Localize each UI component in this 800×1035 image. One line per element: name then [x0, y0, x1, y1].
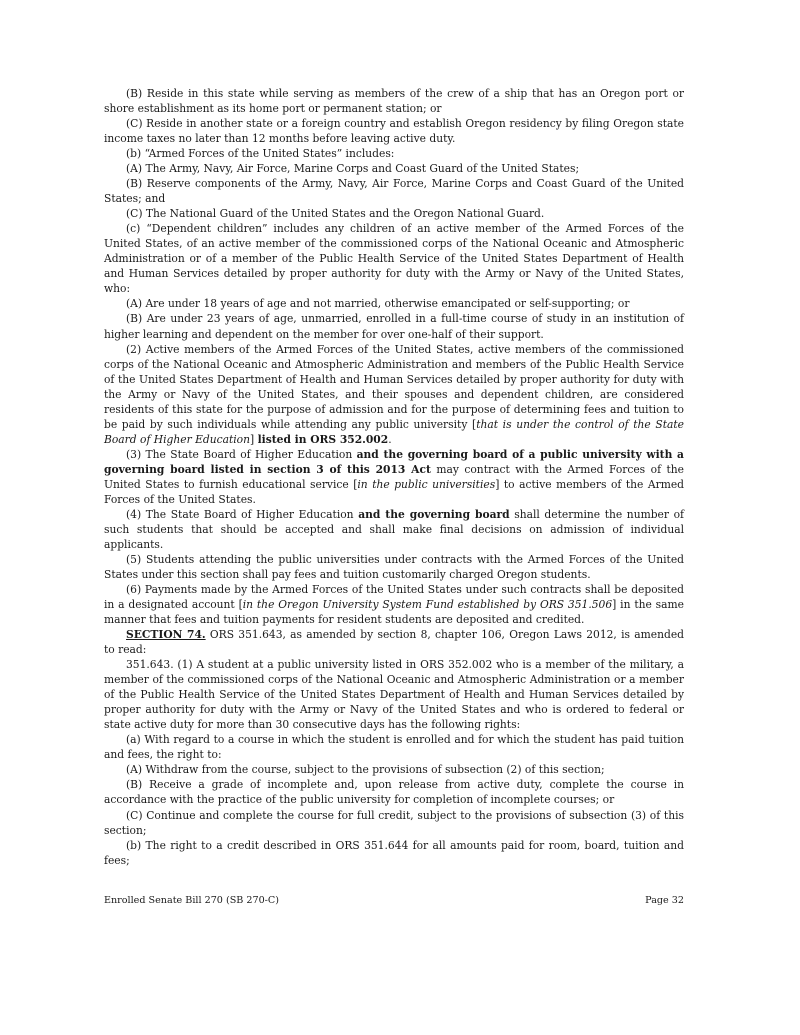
bold-text-run: and the governing board: [358, 507, 510, 521]
text-run: (a) With regard to a course in which the student is enrolled and for which the student has paid tuition and fees, the right to:: [104, 733, 684, 762]
text-run: ORS 351.643, as amended by section 8, chapter 106, Oregon Laws 2012, is amended to read:: [104, 628, 684, 657]
text-run: (C) Reside in another state or a foreign country and establish Oregon residency by filing Oregon state income taxes no later than 12 months before leaving active duty.: [104, 117, 684, 146]
paragraph: [104, 762, 684, 777]
text-run: (B) Receive a grade of incomplete and, upon release from active duty, complete the course in accordance with the practice of the public university for completion of incomplete courses; or: [104, 778, 684, 807]
text-run: ]: [250, 432, 258, 446]
paragraph: [104, 296, 684, 311]
paragraph: [104, 447, 684, 507]
italic-text-run: in the public universities: [357, 477, 496, 491]
text-run: shall determine the number of such students that should be accepted and shall make final decisions on admission of individual applicants.: [104, 507, 684, 551]
paragraph: [104, 657, 684, 732]
text-run: (C) The National Guard of the United States and the Oregon National Guard.: [126, 207, 545, 221]
paragraph: [104, 221, 684, 296]
text-run: may contract with the Armed Forces of the United States to furnish educational service [: [104, 462, 684, 491]
text-run: (c) “Dependent children” includes any children of an active member of the Armed Forces of the United States, of an active member of the commissioned corps of the National Oceanic and Atmospheric Administration or of a member of the Public Health Service of the United States Department of Health and Human Services detailed by proper authority for duty with the Army or Navy of the United States, who:: [104, 222, 684, 296]
text-run: (2) Active members of the Armed Forces of the United States, active members of the commissioned corps of the National Oceanic and Atmospheric Administration and members of the Public Health Service of the United States Department of Health and Human Services detailed by proper authority for duty with the Army or Navy of the United States, and their spouses and dependent children, are considered residents of this state for the purpose of admission and for the purpose of determining fees and tuition to be paid by such individuals while attending any public university [: [104, 342, 684, 431]
text-run: (A) The Army, Navy, Air Force, Marine Corps and Coast Guard of the United States;: [126, 162, 580, 176]
bold-text-run: and the governing board of a public university with a governing board listed in section 3 of this 2013 Act: [104, 447, 684, 476]
footer-bill-title: Enrolled Senate Bill 270 (SB 270-C): [104, 895, 279, 906]
paragraph: [104, 627, 684, 657]
document-body: [104, 86, 684, 868]
text-run: .: [388, 432, 392, 446]
paragraph: [104, 86, 684, 116]
section-label: SECTION 74.: [126, 628, 206, 642]
paragraph: [104, 732, 684, 762]
text-run: 351.643. (1) A student at a public university listed in ORS 352.002 who is a member of the military, a member of the commissioned corps of the National Oceanic and Atmospheric Administration or a member of the Public Health Service of the United States Department of Health and Human Services detailed by proper authority for duty with the Army or Navy of the United States and who is ordered to federal or state active duty for more than 30 consecutive days has the following rights:: [104, 658, 684, 732]
paragraph: [104, 311, 684, 341]
text-run: (B) Reside in this state while serving as members of the crew of a ship that has an Oregon port or shore establishment as its home port or permanent station; or: [104, 87, 684, 116]
italic-text-run: that is under the control of the State Board of Higher Education: [104, 417, 684, 446]
text-run: (3) The State Board of Higher Education: [126, 447, 357, 461]
paragraph: [104, 552, 684, 582]
text-run: (b) The right to a credit described in ORS 351.644 for all amounts paid for room, board, tuition and fees;: [104, 838, 684, 867]
text-run: (4) The State Board of Higher Education: [126, 507, 359, 521]
paragraph: [104, 116, 684, 146]
text-run: (5) Students attending the public universities under contracts with the Armed Forces of the United States under this section shall pay fees and tuition customarily charged Oregon students.: [104, 552, 684, 581]
text-run: (b) “Armed Forces of the United States” includes:: [126, 147, 395, 161]
paragraph: [104, 507, 684, 552]
text-run: (A) Are under 18 years of age and not married, otherwise emancipated or self-supporting; or: [126, 297, 630, 311]
paragraph: [104, 838, 684, 868]
paragraph: [104, 342, 684, 447]
text-run: (B) Reserve components of the Army, Navy, Air Force, Marine Corps and Coast Guard of the United States; and: [104, 177, 684, 206]
italic-text-run: in the Oregon University System Fund established by ORS 351.506: [242, 598, 613, 612]
paragraph: [104, 146, 684, 161]
text-run: (C) Continue and complete the course for full credit, subject to the provisions of subsection (3) of this section;: [104, 808, 684, 837]
footer-page-number: Page 32: [645, 895, 684, 906]
text-run: ] to active members of the Armed Forces of the United States.: [104, 477, 684, 506]
text-run: (A) Withdraw from the course, subject to the provisions of subsection (2) of this section;: [126, 763, 605, 777]
paragraph: [104, 161, 684, 176]
text-run: (B) Are under 23 years of age, unmarried, enrolled in a full-time course of study in an institution of higher learning and dependent on the member for over one-half of their support.: [104, 312, 684, 341]
paragraph: [104, 808, 684, 838]
paragraph: [104, 777, 684, 807]
bold-text-run: listed in ORS 352.002: [257, 432, 389, 446]
paragraph: [104, 176, 684, 206]
text-run: (6) Payments made by the Armed Forces of the United States under such contracts shall be deposited in a designated account [: [104, 583, 684, 612]
paragraph: [104, 582, 684, 627]
paragraph: [104, 206, 684, 221]
text-run: ] in the same manner that fees and tuition payments for resident students are deposited and credited.: [104, 598, 684, 627]
